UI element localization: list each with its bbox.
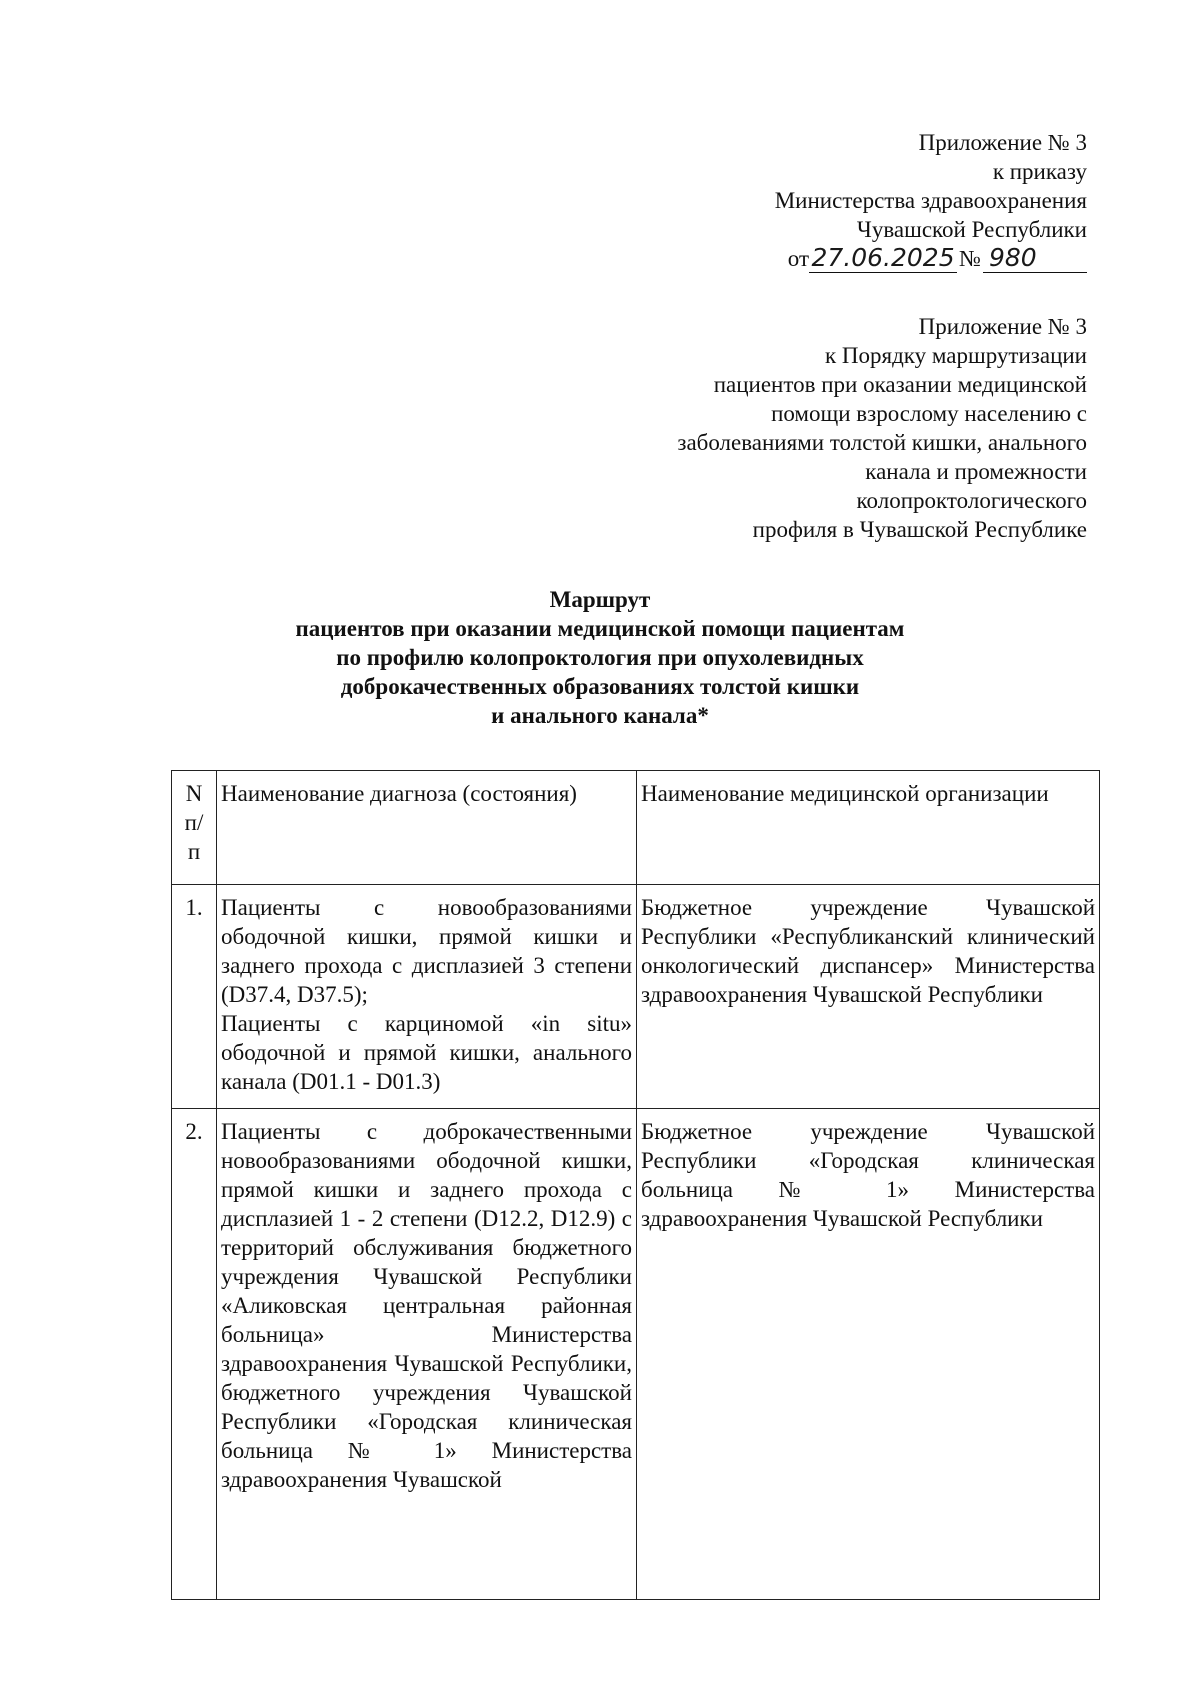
header-line: к приказу: [992, 159, 1087, 184]
table-header-row: [172, 771, 1100, 885]
annex-line: канала и промежности: [865, 459, 1087, 484]
diagnosis-text: Пациенты с карциномой «in situ» ободочной и прямой кишки, анального канала (D01.1 - D01.3): [221, 1011, 632, 1094]
row-number: [172, 1109, 217, 1600]
order-prefix: от: [787, 246, 810, 271]
table-row: [172, 1109, 1100, 1600]
row-organization: [637, 1109, 1100, 1600]
order-date: 27.06.2025: [809, 244, 957, 273]
order-number: 980: [983, 244, 1087, 273]
header-number-text: N п/ п: [184, 781, 204, 864]
row-number-text: 1.: [185, 895, 203, 920]
annex-line: профиля в Чувашской Республике: [752, 517, 1087, 542]
annex-line: заболеваниями толстой кишки, анального: [677, 430, 1087, 455]
header-line: Приложение № 3: [918, 130, 1087, 155]
header-line: Министерства здравоохранения: [774, 188, 1087, 213]
order-reference: [788, 244, 1087, 273]
header-organization-text: Наименование медицинской организации: [641, 781, 1049, 806]
annex-line: Приложение № 3: [918, 314, 1087, 339]
row-diagnosis: [217, 885, 637, 1109]
document-title: [0, 585, 1200, 730]
header-diagnosis: [217, 771, 637, 885]
annex-line: помощи взрослому населению с: [771, 401, 1087, 426]
row-diagnosis: [217, 1109, 637, 1600]
row-organization: [637, 885, 1100, 1109]
title-line: доброкачественных образованиях толстой кишки: [340, 674, 860, 699]
diagnosis-text: Пациенты с новообразованиями ободочной кишки, прямой кишки и заднего прохода с дисплазией 3 степени (D37.4, D37.5);: [221, 895, 632, 1007]
title-line: и анального канала*: [491, 703, 709, 728]
annex-line: к Порядку маршрутизации: [824, 343, 1087, 368]
annex-line: пациентов при оказании медицинской: [713, 372, 1087, 397]
title-line: по профилю колопроктология при опухолевидных: [336, 645, 864, 670]
order-header: [775, 128, 1087, 273]
header-number: [172, 771, 217, 885]
header-diagnosis-text: Наименование диагноза (состояния): [221, 781, 577, 806]
annex-reference: [677, 312, 1087, 544]
table-row: [172, 885, 1100, 1109]
row-number-text: 2.: [185, 1119, 203, 1144]
organization-text: Бюджетное учреждение Чувашской Республики «Городская клиническая больница № 1» Министерства здравоохранения Чувашской Республики: [641, 1119, 1095, 1231]
title-line: пациентов при оказании медицинской помощи пациентам: [295, 616, 905, 641]
diagnosis-text: Пациенты с доброкачественными новообразованиями ободочной кишки, прямой кишки и заднего прохода с дисплазией 1 - 2 степени (D12.2, D12.9) с территорий обслуживания бюджетного учреждения Чувашской Республики «Аликовская центральная районная больница» Министерства здравоохранения Чувашской Республики, бюджетного учреждения Чувашской Республики «Городская клиническая больница № 1» Министерства здравоохранения Чувашской: [221, 1119, 632, 1492]
row-number: [172, 885, 217, 1109]
title-line: Маршрут: [549, 587, 651, 612]
header-line: Чувашской Республики: [856, 217, 1087, 242]
routing-table: [171, 770, 1100, 1600]
annex-line: колопроктологического: [856, 488, 1087, 513]
organization-text: Бюджетное учреждение Чувашской Республики «Республиканский клинический онкологический диспансер» Министерства здравоохранения Чувашской Республики: [641, 895, 1095, 1007]
order-number-label: №: [959, 246, 981, 271]
header-organization: [637, 771, 1100, 885]
